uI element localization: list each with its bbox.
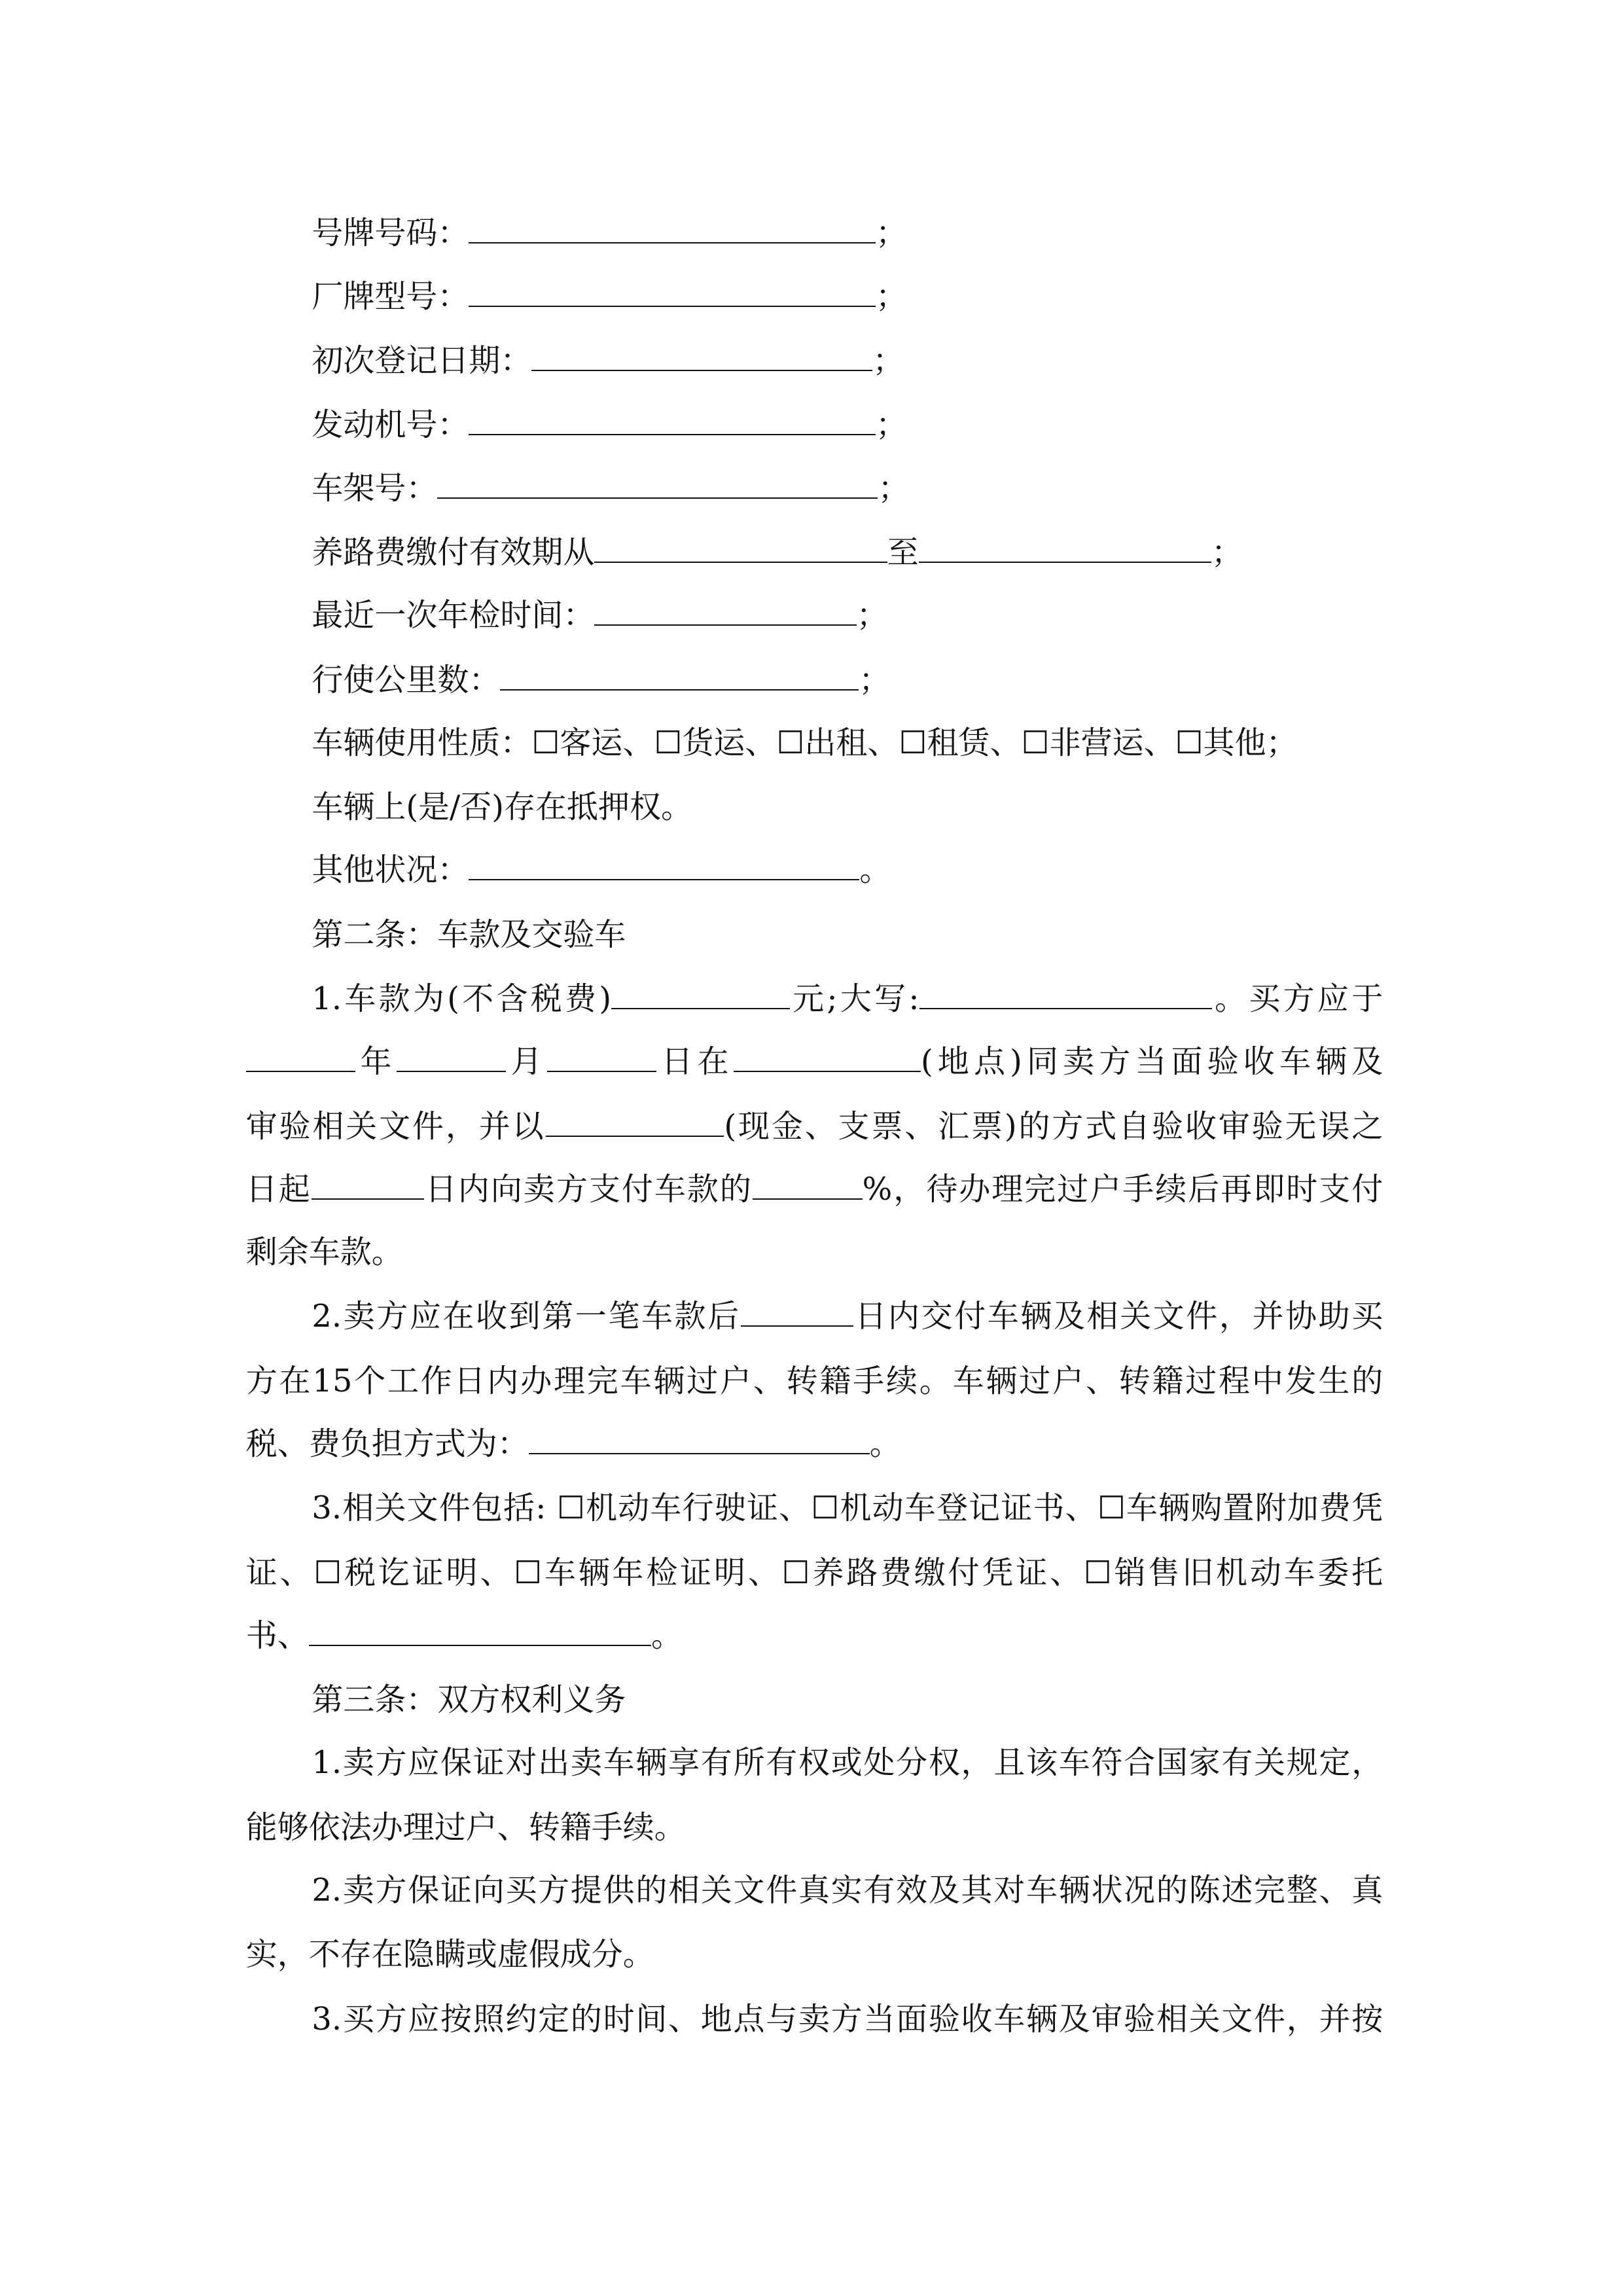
line-text: 。 bbox=[651, 1617, 683, 1654]
line-text: 日在 bbox=[656, 1043, 734, 1081]
document-line bbox=[246, 1616, 683, 1655]
document-line bbox=[312, 469, 909, 508]
line-text: 元;大写: bbox=[789, 980, 919, 1018]
fill-in-blank[interactable] bbox=[741, 1297, 853, 1327]
fill-in-blank[interactable] bbox=[753, 1170, 863, 1200]
fill-in-blank[interactable] bbox=[611, 979, 790, 1009]
line-text: (现金、支票、汇票)的方式自验收审验无误之 bbox=[724, 1107, 1383, 1145]
line-text: (地点)同卖方当面验收车辆及 bbox=[921, 1043, 1383, 1081]
line-text: ； bbox=[878, 469, 910, 507]
document-line bbox=[312, 1680, 626, 1719]
line-text: 最近一次年检时间： bbox=[312, 597, 595, 634]
fill-in-blank[interactable] bbox=[919, 533, 1211, 563]
document-line bbox=[246, 1424, 901, 1463]
document-line bbox=[312, 850, 891, 889]
fill-in-blank[interactable] bbox=[469, 850, 859, 880]
document-line bbox=[312, 405, 907, 444]
line-text: 剩余车款。 bbox=[245, 1233, 403, 1270]
line-text: 日起 bbox=[245, 1170, 312, 1208]
document-line bbox=[312, 979, 1383, 1018]
fill-in-blank[interactable] bbox=[437, 469, 878, 499]
line-text: 。 bbox=[859, 852, 891, 889]
line-text: 审验相关文件，并以 bbox=[245, 1107, 546, 1145]
line-text: 厂牌型号： bbox=[312, 278, 469, 315]
line-text: ； bbox=[1211, 533, 1243, 571]
line-text: 养路费缴付有效期从 bbox=[312, 533, 595, 571]
line-text: ； bbox=[876, 278, 908, 315]
line-text: 日内交付车辆及相关文件，并协助买 bbox=[853, 1298, 1383, 1335]
fill-in-blank[interactable] bbox=[594, 533, 887, 563]
fill-in-blank[interactable] bbox=[919, 979, 1212, 1009]
document-line bbox=[312, 213, 907, 253]
fill-in-blank[interactable] bbox=[734, 1042, 921, 1072]
document-line bbox=[312, 1871, 1383, 1910]
line-text: 1.车款为(不含税费) bbox=[312, 980, 612, 1018]
line-text: ； bbox=[872, 342, 904, 380]
line-text: 。 bbox=[869, 1425, 901, 1462]
line-text: ； bbox=[859, 661, 891, 698]
document-line bbox=[312, 1488, 1383, 1528]
document-line bbox=[312, 2000, 1383, 2039]
line-text: ； bbox=[856, 597, 888, 634]
document-line bbox=[246, 1232, 403, 1272]
fill-in-blank[interactable] bbox=[397, 1042, 507, 1072]
line-text: 方在15个工作日内办理完车辆过户、转籍手续。车辆过户、转籍过程中发生的 bbox=[245, 1362, 1383, 1399]
line-text: 行使公里数： bbox=[312, 661, 501, 698]
fill-in-blank[interactable] bbox=[547, 1042, 657, 1072]
document-line bbox=[312, 723, 1297, 762]
fill-in-blank[interactable] bbox=[546, 1107, 724, 1137]
document-line bbox=[312, 1297, 1383, 1336]
fill-in-blank[interactable] bbox=[531, 341, 872, 371]
fill-in-blank[interactable] bbox=[594, 596, 856, 626]
line-text: 实，不存在隐瞒或虚假成分。 bbox=[245, 1936, 654, 1973]
fill-in-blank[interactable] bbox=[309, 1616, 651, 1646]
line-text: 3.相关文件包括: ☐机动车行驶证、☐机动车登记证书、☐车辆购置附加费凭 bbox=[312, 1490, 1383, 1527]
line-text: 2.卖方应在收到第一笔车款后 bbox=[312, 1298, 741, 1335]
document-line bbox=[312, 787, 692, 827]
line-text: ； bbox=[876, 406, 908, 444]
fill-in-blank[interactable] bbox=[246, 1042, 356, 1072]
document-line bbox=[246, 1042, 1383, 1081]
document-line bbox=[312, 596, 887, 635]
document-line bbox=[312, 277, 907, 316]
line-text: 第二条：车款及交验车 bbox=[312, 916, 626, 953]
line-text: 至 bbox=[887, 533, 919, 571]
document-line bbox=[312, 915, 626, 954]
line-text: 车辆使用性质：☐客运、☐货运、☐出租、☐租赁、☐非营运、☐其他； bbox=[312, 724, 1298, 761]
line-text: 1.卖方应保证对出卖车辆享有所有权或处分权，且该车符合国家有关规定， bbox=[312, 1744, 1383, 1782]
fill-in-blank[interactable] bbox=[469, 405, 876, 435]
line-text: 能够依法办理过户、转籍手续。 bbox=[245, 1808, 686, 1846]
document-line bbox=[246, 1808, 686, 1847]
line-text: 车辆上(是/否)存在抵押权。 bbox=[312, 789, 692, 826]
document-line bbox=[246, 1935, 654, 1974]
line-text: 月 bbox=[506, 1043, 547, 1081]
line-text: 其他状况： bbox=[312, 852, 469, 889]
line-text: 。买方应于 bbox=[1211, 980, 1383, 1018]
line-text: 车架号： bbox=[312, 469, 438, 507]
document-line bbox=[246, 1553, 1383, 1592]
document-line bbox=[246, 1170, 1383, 1209]
line-text: 书、 bbox=[245, 1617, 309, 1654]
document-line bbox=[312, 1743, 1383, 1782]
fill-in-blank[interactable] bbox=[500, 660, 859, 691]
line-text: 发动机号： bbox=[312, 406, 469, 444]
line-text: 初次登记日期： bbox=[312, 342, 532, 380]
line-text: 2.卖方保证向买方提供的相关文件真实有效及其对车辆状况的陈述完整、真 bbox=[312, 1871, 1383, 1909]
document-line bbox=[312, 533, 1243, 572]
line-text: %，待办理完过户手续后再即时支付 bbox=[862, 1170, 1383, 1208]
line-text: 3.买方应按照约定的时间、地点与卖方当面验收车辆及审验相关文件，并按 bbox=[312, 2000, 1383, 2037]
fill-in-blank[interactable] bbox=[469, 277, 876, 307]
document-line bbox=[312, 341, 904, 380]
line-text: 第三条：双方权利义务 bbox=[312, 1681, 626, 1719]
line-text: 证、☐税讫证明、☐车辆年检证明、☐养路费缴付凭证、☐销售旧机动车委托 bbox=[245, 1554, 1383, 1591]
document-line bbox=[246, 1107, 1383, 1146]
fill-in-blank[interactable] bbox=[469, 213, 876, 243]
line-text: 年 bbox=[355, 1043, 397, 1081]
line-text: ； bbox=[876, 215, 908, 252]
fill-in-blank[interactable] bbox=[312, 1170, 424, 1200]
document-line bbox=[312, 660, 890, 700]
line-text: 税、费负担方式为： bbox=[245, 1425, 529, 1462]
line-text: 号牌号码： bbox=[312, 215, 469, 252]
document-line bbox=[246, 1361, 1383, 1401]
fill-in-blank[interactable] bbox=[529, 1424, 870, 1454]
line-text: 日内向卖方支付车款的 bbox=[423, 1170, 753, 1208]
